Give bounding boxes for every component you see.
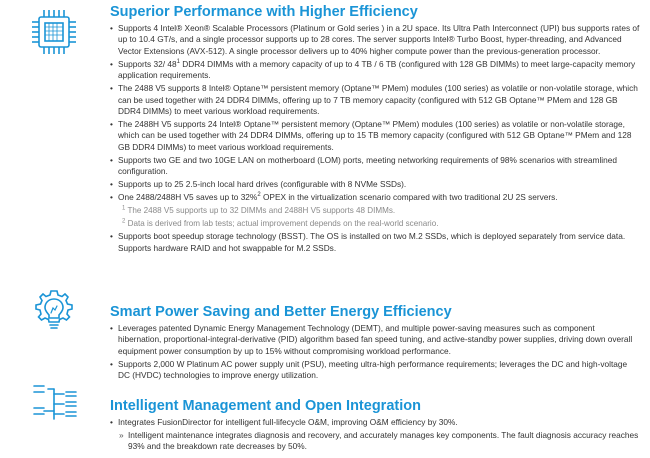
footnote-marker: 1 (176, 59, 180, 66)
list-item: • The 2488 V5 supports 8 Intel® Optane™ persistent memory (Optane™ PMem) modules (100 series) as volatile or non-volatile storage, which can be used together with 24 DDR4 DIMMs, offering up to 7 TB memory capacity (configured with 512 GB Optane™ PMem and 128 GB DDR4 DIMMs) to meet various workload requirements. (110, 83, 640, 117)
list-item: • Supports 32/ $48^1$ DDR4 DIMMs with a memory capacity of up to 4 TB / 6 TB (configured with 128 GB DIMMs) to meet large-capacity memory application requirements. (110, 59, 640, 82)
bullet-list (110, 23, 640, 204)
sub-list-item: » Intelligent maintenance integrates diagnosis and recovery, and accurately manages key components. The fault diagnosis accuracy reaches 93% and the breakdown rate decreases by 50%. (110, 430, 640, 453)
processor-chip-icon (28, 6, 80, 58)
lightbulb-gear-icon (28, 284, 80, 336)
bullet-list (110, 231, 640, 254)
list-item: • Leverages patented Dynamic Energy Management Technology (DEMT), and multiple power-saving measures such as component hibernation, proportional-integral-derivative (PID) algorithm based fan speed tuning, and active-standby power supplies, driving down overall equipment power consumption by up to 15% without compromising workload performance. (110, 323, 640, 357)
bullet-list (110, 417, 640, 428)
footnote: $^1$ The 2488 V5 supports up to 32 DIMMs and 2488H V5 supports 48 DIMMs. (122, 205, 396, 216)
list-item: • Supports boot speedup storage technology (BSST). The OS is installed on two M.2 SSDs, which is deployed separately from service data. Supports hardware RAID and hot swappable for M.2 SSDs. (110, 231, 640, 254)
bullet-list (110, 323, 640, 382)
footnote: $^2$ Data is derived from lab tests; actual improvement depends on the real-world scenario. (122, 218, 439, 229)
list-item: • Integrates FusionDirector for intelligent full-lifecycle O&M, improving O&M efficiency by 30%. (110, 417, 640, 428)
section-title: Superior Performance with Higher Efficiency (110, 4, 418, 20)
list-item: • Supports up to 25 2.5-inch local hard drives (configurable with 8 NVMe SSDs). (110, 179, 640, 190)
footnote-marker: 2 (257, 192, 261, 199)
list-item: • Supports 4 Intel® Xeon® Scalable Processors (Platinum or Gold series ) in a 2U space. Its Ultra Path Interconnect (UPI) bus supports rates of up to 10.4 GT/s, and a single processor supports up to 28 cores. The server supports Intel® Turbo Boost, hyper-threading, and Advanced Vector Extensions (AVX-512). A single processor delivers up to 40% higher compute power than the previous-generation processor. (110, 23, 640, 57)
section-title: Smart Power Saving and Better Energy Efficiency (110, 304, 452, 320)
section-title: Intelligent Management and Open Integration (110, 398, 421, 414)
list-item: • The 2488H V5 supports 24 Intel® Optane™ persistent memory (Optane™ PMem) modules (100 series) as volatile or non-volatile storage, which can be used together with 24 DDR4 DIMMs, offering up to 15 TB memory capacity (configured with 512 GB Optane™ PMem and 128 GB DDR4 DIMMs) to meet various workload requirements. (110, 119, 640, 153)
list-item: • One 2488/2488H V5 saves up to 32%$^2$ OPEX in the virtualization scenario compared with two traditional 2U 2S servers. (110, 192, 640, 203)
list-item: • Supports 2,000 W Platinum AC power supply unit (PSU), meeting ultra-high performance requirements; leverages the DC and high-voltage DC (HVDC) technologies to improve energy utilization. (110, 359, 640, 382)
list-item: • Supports two GE and two 10GE LAN on motherboard (LOM) ports, meeting networking requirements of 98% scenarios with streamlined configuration. (110, 155, 640, 178)
network-tree-icon (28, 378, 80, 430)
